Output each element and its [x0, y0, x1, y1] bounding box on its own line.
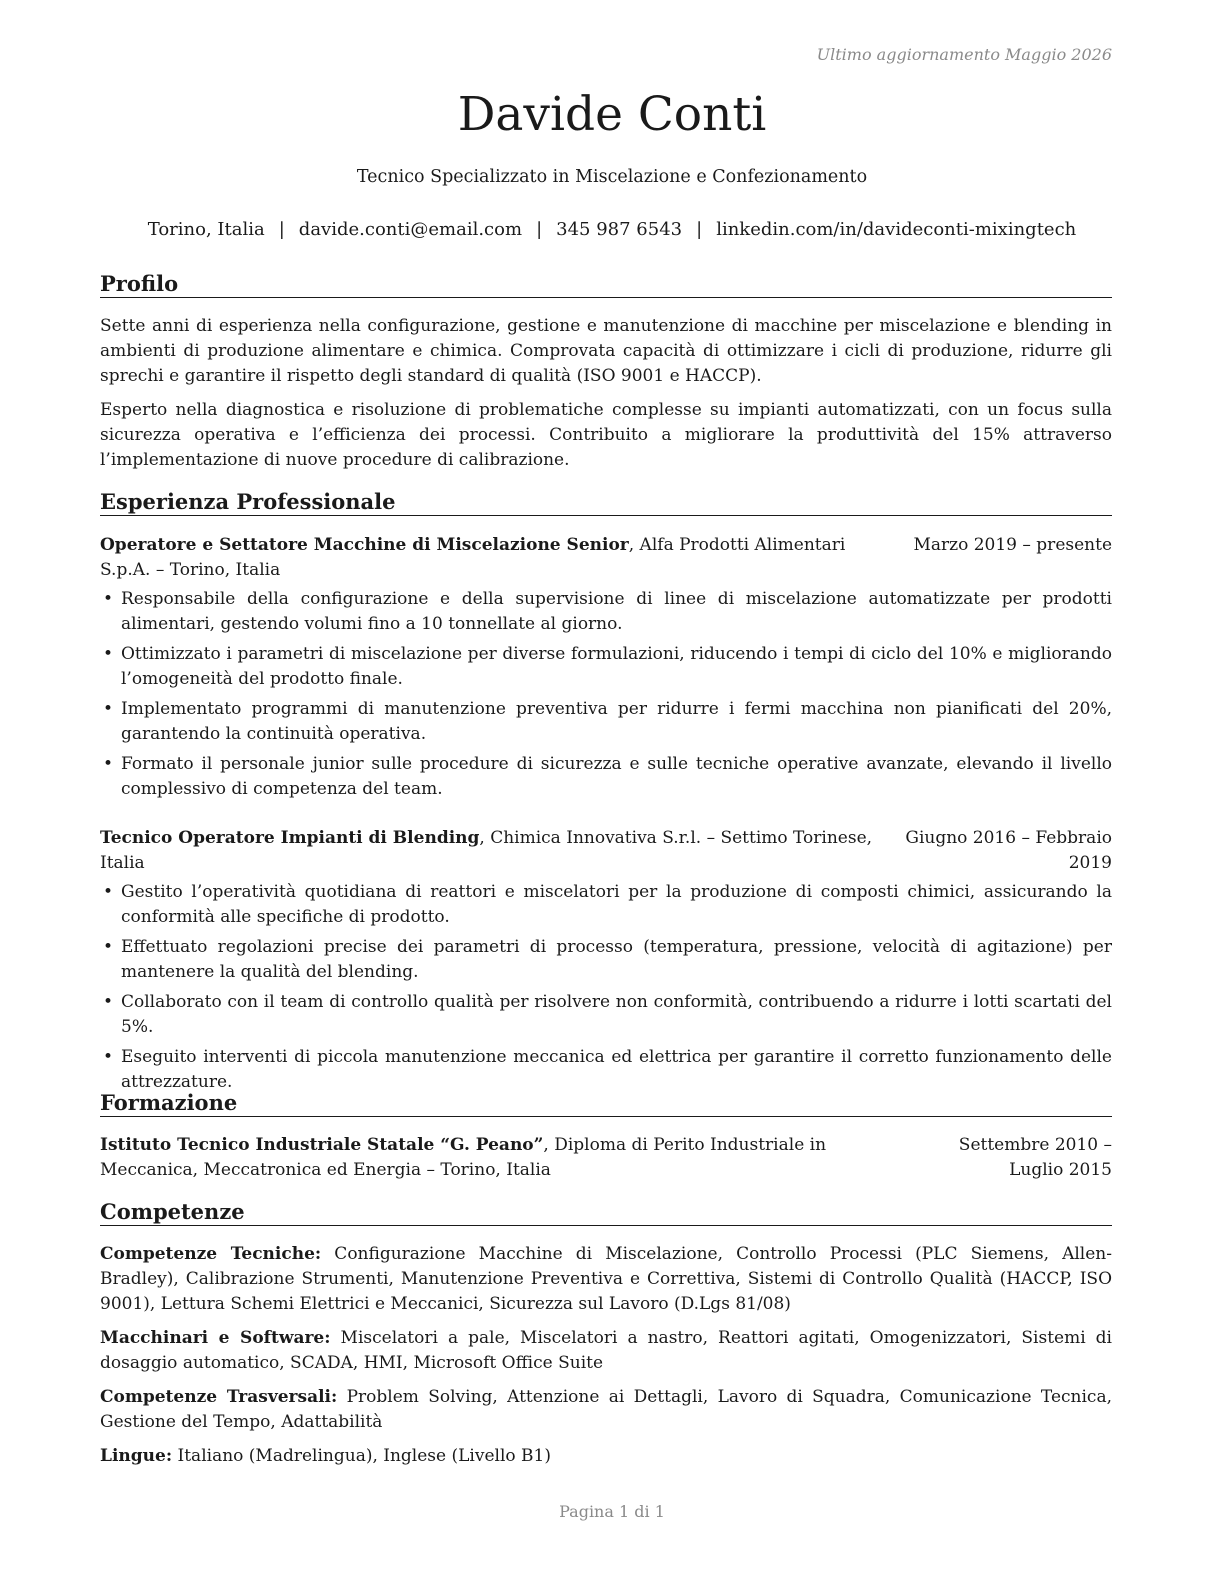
entry-dates: Marzo 2019 – presente	[913, 535, 1112, 555]
entry-school-degree	[100, 1133, 900, 1183]
skill-label: Competenze Tecniche:	[100, 1244, 322, 1264]
list-item: • Implementato programmi di manutenzione preventiva per ridurre i fermi macchina non pianificati del 20%, garantendo la continuità operativa.	[100, 697, 1112, 747]
experience-entry	[100, 826, 1112, 1100]
last-updated: Ultimo aggiornamento Maggio 2026	[816, 45, 1112, 64]
list-item: • Gestito l’operatività quotidiana di reattori e miscelatori per la produzione di composti chimici, assicurando la conformità alle specifiche di prodotto.	[100, 880, 1112, 930]
contact-linkedin[interactable]: linkedin.com/in/davideconti-mixingtech	[716, 219, 1077, 240]
entry-company: , Alfa Prodotti Alimentari S.p.A. – Torino, Italia	[100, 535, 846, 580]
entry-dates: Settembre 2010 – Luglio 2015	[958, 1135, 1112, 1180]
entry-header	[100, 1133, 1112, 1183]
skill-text: Italiano (Madrelingua), Inglese (Livello B1)	[172, 1446, 551, 1466]
entry-company: , Chimica Innovativa S.r.l. – Settimo Torinese, Italia	[100, 828, 873, 873]
skill-group	[100, 1444, 1112, 1469]
entry-degree: , Diploma di Perito Industriale in Meccanica, Meccatronica ed Energia – Torino, Italia	[100, 1135, 827, 1180]
job-title: Tecnico Specializzato in Miscelazione e Confezionamento	[356, 167, 868, 187]
section-title-experience: Esperienza Professionale	[100, 490, 1112, 516]
page-number: Pagina 1 di 1	[559, 1502, 665, 1521]
list-item: • Responsabile della configurazione e della supervisione di linee di miscelazione automatizzate per prodotti alimentari, gestendo volumi fino a 10 tonnellate al giorno.	[100, 587, 1112, 637]
education-entry	[100, 1133, 1112, 1183]
entry-header	[100, 826, 1112, 876]
section-title-education: Formazione	[100, 1091, 1112, 1117]
contact-phone[interactable]: 345 987 6543	[556, 219, 683, 240]
list-item: • Collaborato con il team di controllo qualità per risolvere non conformità, contribuendo a ridurre i lotti scartati del 5%.	[100, 990, 1112, 1040]
list-item: • Effettuato regolazioni precise dei parametri di processo (temperatura, pressione, velocità di agitazione) per mantenere la qualità del blending.	[100, 935, 1112, 985]
entry-role-company	[100, 826, 900, 876]
entry-dates: Giugno 2016 – Febbraio 2019	[905, 828, 1112, 873]
list-item: • Ottimizzato i parametri di miscelazione per diverse formulazioni, riducendo i tempi di ciclo del 10% e migliorando l’omogeneità del prodotto finale.	[100, 642, 1112, 692]
contact-email[interactable]: davide.conti@email.com	[298, 219, 523, 240]
skill-label: Competenze Trasversali:	[100, 1387, 338, 1407]
section-title-skills: Competenze	[100, 1200, 1112, 1226]
contact-separator: |	[696, 219, 703, 240]
section-title-profile: Profilo	[100, 272, 1112, 298]
entry-role-company	[100, 533, 900, 583]
skill-group	[100, 1385, 1112, 1435]
contact-line	[0, 219, 1224, 240]
contact-separator: |	[536, 219, 543, 240]
skill-text: Miscelatori a pale, Miscelatori a nastro, Reattori agitati, Omogenizzatori, Sistemi di dosaggio automatico, SCADA, HMI, Microsoft Office Suite	[100, 1328, 1112, 1373]
entry-bullets	[100, 587, 1112, 802]
profile-paragraph: Sette anni di esperienza nella configurazione, gestione e manutenzione di macchine per miscelazione e blending in ambienti di produzione alimentare e chimica. Comprovata capacità di ottimizzare i cicli di produzione, ridurre gli sprechi e garantire il rispetto degli standard di qualità (ISO 9001 e HACCP).	[100, 316, 1112, 386]
profile-paragraph: Esperto nella diagnostica e risoluzione di problematiche complesse su impianti automatizzati, con un focus sulla sicurezza operativa e l’efficienza dei processi. Contribuito a migliorare la produttività del 15% attraverso l’implementazione di nuove procedure di calibrazione.	[100, 400, 1112, 470]
profile-section	[100, 314, 1112, 473]
entry-header	[100, 533, 1112, 583]
skill-group	[100, 1242, 1112, 1317]
list-item: • Eseguito interventi di piccola manutenzione meccanica ed elettrica per garantire il corretto funzionamento delle attrezzature.	[100, 1045, 1112, 1095]
entry-role: Tecnico Operatore Impianti di Blending	[100, 828, 480, 848]
skill-group	[100, 1326, 1112, 1376]
entry-bullets	[100, 880, 1112, 1095]
experience-entry	[100, 533, 1112, 807]
contact-location: Torino, Italia	[147, 219, 265, 240]
entry-school: Istituto Tecnico Industriale Statale “G. Peano”	[100, 1135, 544, 1155]
skills-section	[100, 1242, 1112, 1478]
list-item: • Formato il personale junior sulle procedure di sicurezza e sulle tecniche operative avanzate, elevando il livello complessivo di competenza del team.	[100, 752, 1112, 802]
skill-label: Macchinari e Software:	[100, 1328, 331, 1348]
skill-label: Lingue:	[100, 1446, 173, 1466]
entry-role: Operatore e Settatore Macchine di Miscelazione Senior	[100, 535, 629, 555]
candidate-name: Davide Conti	[457, 87, 767, 142]
skill-text: Configurazione Macchine di Miscelazione, Controllo Processi (PLC Siemens, Allen-Bradley), Calibrazione Strumenti, Manutenzione Preventiva e Correttiva, Sistemi di Controllo Qualità (HACCP, ISO 9001), Lettura Schemi Elettrici e Meccanici, Sicurezza sul Lavoro (D.Lgs 81/08)	[100, 1244, 1113, 1314]
skill-text: Problem Solving, Attenzione ai Dettagli, Lavoro di Squadra, Comunicazione Tecnica, Gestione del Tempo, Adattabilità	[100, 1387, 1112, 1432]
contact-separator: |	[278, 219, 285, 240]
